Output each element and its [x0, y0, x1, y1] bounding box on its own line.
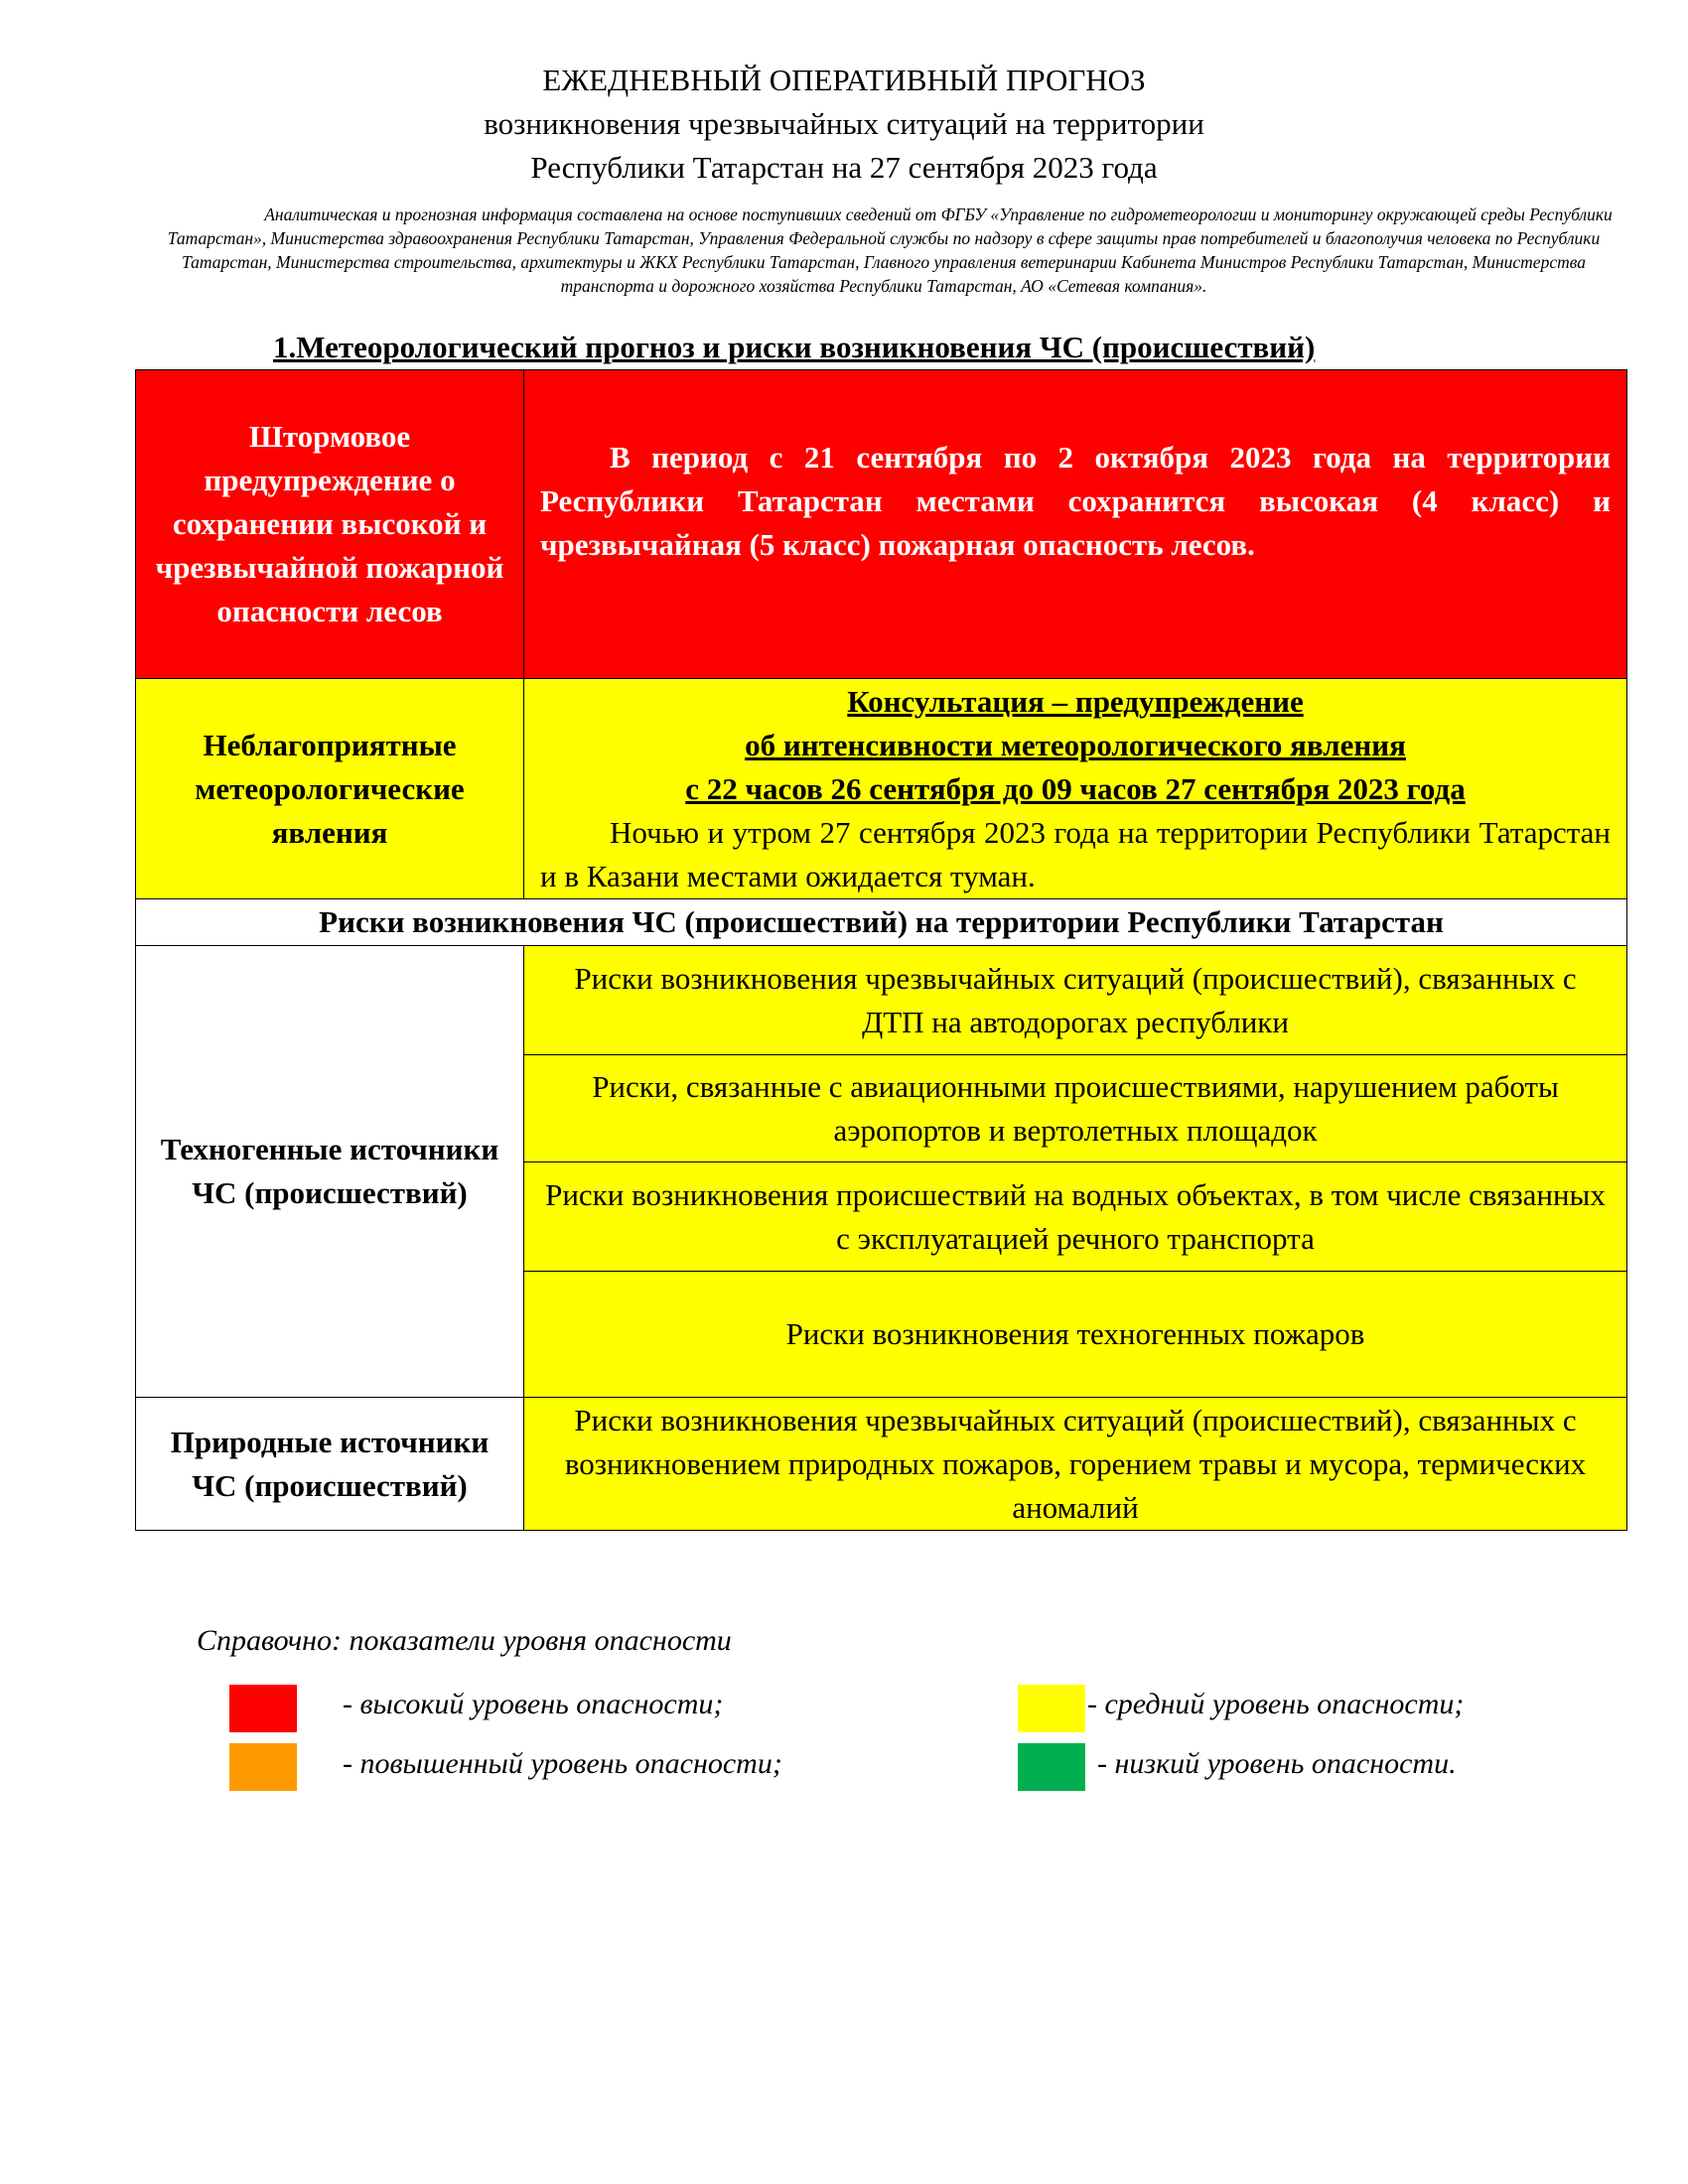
legend-swatch-medium — [1018, 1685, 1085, 1732]
storm-text: В период с 21 сентября по 2 октября 2023 года на территории Республики Татарстан местами сохранится высокая (4 класс) и чрезвычайная (5 класс) пожарная опасность лесов. — [540, 440, 1611, 562]
doc-title: ЕЖЕДНЕВНЫЙ ОПЕРАТИВНЫЙ ПРОГНОЗ — [542, 63, 1146, 97]
adverse-text-cell — [524, 679, 1627, 899]
technogenic-item: Риски, связанные с авиационными происшествиями, нарушением работы аэропортов и вертолетных площадок — [524, 1055, 1627, 1162]
adverse-label: Неблагоприятные метеорологические явления — [136, 679, 524, 899]
legend-label-elevated: - повышенный уровень опасности; — [343, 1747, 782, 1780]
technogenic-item: Риски возникновения чрезвычайных ситуаций (происшествий), связанных с ДТП на автодорогах республики — [524, 946, 1627, 1055]
legend-swatch-elevated — [229, 1743, 297, 1791]
legend-swatch-high — [229, 1685, 297, 1732]
adverse-row — [136, 679, 1627, 899]
legend-title: Справочно: показатели уровня опасности — [197, 1624, 732, 1657]
legend-label-high: - высокий уровень опасности; — [343, 1688, 724, 1720]
consult-line-1: Консультация – предупреждение — [847, 683, 1304, 719]
technogenic-row-1 — [136, 946, 1627, 1055]
section-heading: 1.Метеорологический прогноз и риски возникновения ЧС (происшествий) — [273, 330, 1316, 364]
natural-row — [136, 1398, 1627, 1531]
natural-label: Природные источники ЧС (происшествий) — [136, 1398, 524, 1531]
forecast-table — [135, 369, 1627, 1531]
doc-subtitle-2: Республики Татарстан на 27 сентября 2023 года — [530, 150, 1158, 185]
storm-text-cell — [524, 370, 1627, 679]
storm-row — [136, 370, 1627, 679]
technogenic-item: Риски возникновения происшествий на водных объектах, в том числе связанных с эксплуатацией речного транспорта — [524, 1162, 1627, 1272]
storm-label: Штормовое предупреждение о сохранении высокой и чрезвычайной пожарной опасности лесов — [136, 370, 524, 679]
risks-header-row — [136, 899, 1627, 946]
adverse-text: Ночью и утром 27 сентября 2023 года на территории Республики Татарстан и в Казани местами ожидается туман. — [540, 814, 1611, 893]
legend-swatch-low — [1018, 1743, 1085, 1791]
consult-line-3: с 22 часов 26 сентября до 09 часов 27 сентября 2023 года — [685, 770, 1466, 806]
technogenic-label: Техногенные источники ЧС (происшествий) — [136, 946, 524, 1398]
natural-item: Риски возникновения чрезвычайных ситуаций (происшествий), связанных с возникновением природных пожаров, горением травы и мусора, термических аномалий — [524, 1398, 1627, 1531]
technogenic-item: Риски возникновения техногенных пожаров — [524, 1272, 1627, 1398]
legend-label-low: - низкий уровень опасности. — [1097, 1747, 1457, 1780]
legend-label-medium: - средний уровень опасности; — [1087, 1688, 1465, 1720]
consult-line-2: об интенсивности метеорологического явления — [745, 727, 1406, 762]
sources-text: Аналитическая и прогнозная информация составлена на основе поступивших сведений от ФГБУ «Управление по гидрометеорологии и мониторингу окружающей среды Республики Татарстан», Министерства здравоохранения Республики Татарстан, Управления Федеральной службы по надзору в сфере защиты прав потребителей и благополучия человека по Республики Татарстан, Министерства строительства, архитектуры и ЖКХ Республики Татарстан, Главного управления ветеринарии Кабинета Министров Республики Татарстан, Министерства транспорта и дорожного хозяйства Республики Татарстан, АО «Сетевая компания». — [167, 205, 1613, 296]
sources-note — [149, 203, 1618, 298]
doc-subtitle-1: возникновения чрезвычайных ситуаций на территории — [484, 106, 1204, 141]
risks-header: Риски возникновения ЧС (происшествий) на территории Республики Татарстан — [136, 899, 1627, 946]
